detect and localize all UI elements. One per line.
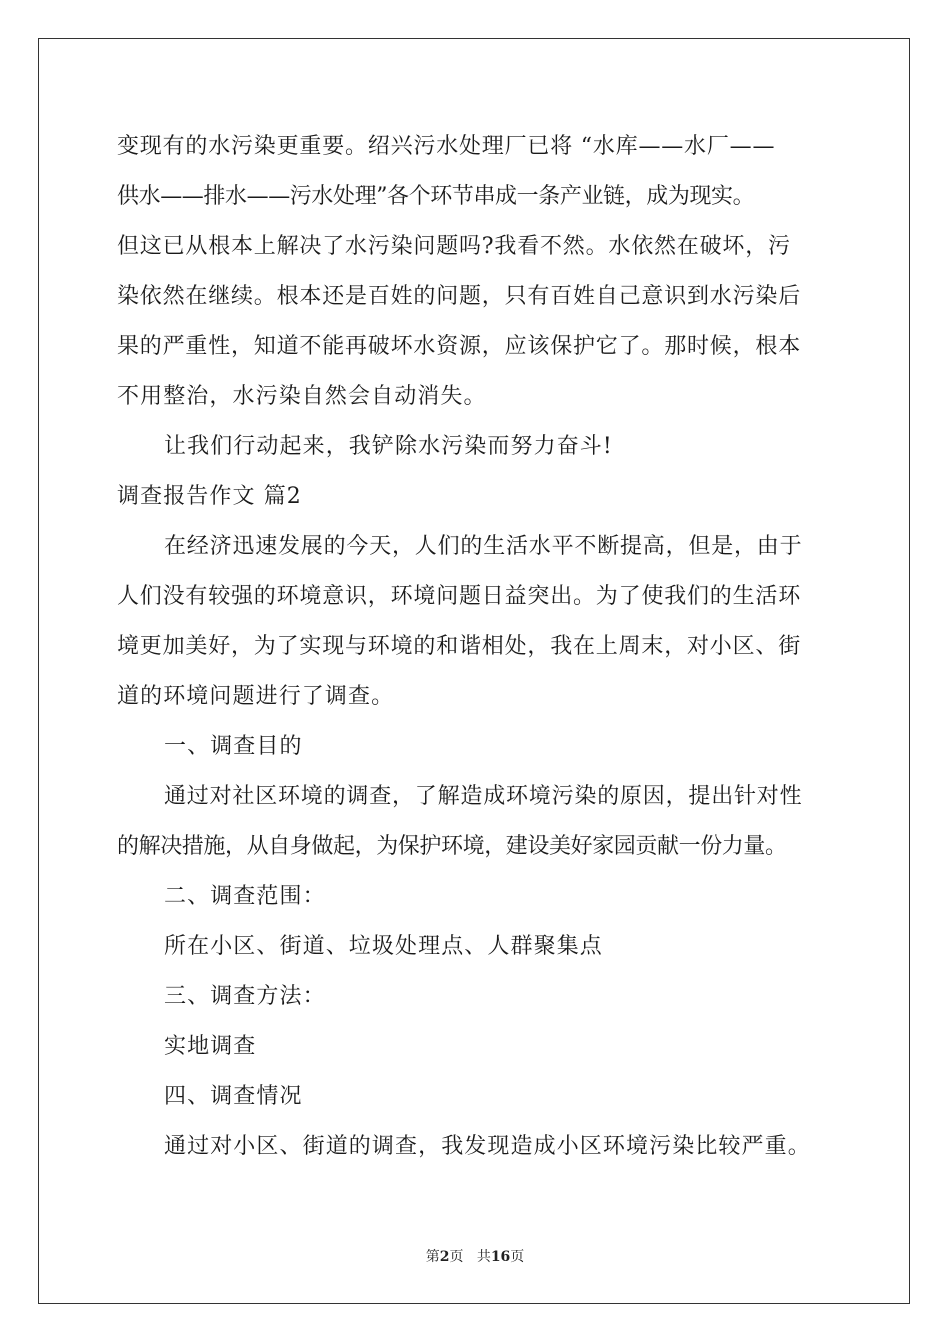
document-body — [117, 122, 837, 1172]
page-prefix: 第 — [425, 1249, 440, 1265]
text-line: 所在小区、街道、垃圾处理点、人群聚集点 — [164, 934, 603, 959]
text-line: 供水——排水——污水处理”各个环节串成一条产业链，成为现实。 — [117, 184, 755, 209]
text-line: 在经济迅速发展的今天，人们的生活水平不断提高，但是，由于 — [164, 534, 803, 559]
page-footer — [0, 1246, 950, 1266]
text-line: 不用整治，水污染自然会自动消失。 — [117, 384, 487, 409]
text-line: 的解决措施，从自身做起，为保护环境，建设美好家园贡献一份力量。 — [117, 834, 787, 859]
text-line: 通过对小区、街道的调查，我发现造成小区环境污染比较严重。 — [164, 1134, 811, 1159]
text-line: 道的环境问题进行了调查。 — [117, 684, 395, 709]
text-line: 境更加美好，为了实现与环境的和谐相处，我在上周末，对小区、街 — [117, 634, 802, 659]
total-pages: 16 — [490, 1249, 511, 1265]
subheading: 一、调查目的 — [164, 734, 303, 759]
subheading: 四、调查情况 — [164, 1084, 303, 1109]
subheading: 二、调查范围： — [164, 884, 326, 909]
text-line: 实地调查 — [164, 1034, 257, 1059]
text-line: 果的严重性，知道不能再破坏水资源，应该保护它了。那时候，根本 — [117, 334, 802, 359]
text-line: 人们没有较强的环境意识，环境问题日益突出。为了使我们的生活环 — [117, 584, 802, 609]
total-suffix: 页 — [510, 1249, 525, 1265]
text-line: 通过对社区环境的调查，了解造成环境污染的原因，提出针对性 — [164, 784, 803, 809]
total-prefix: 共 — [476, 1249, 491, 1265]
subheading: 三、调查方法： — [164, 984, 326, 1009]
text-line: 让我们行动起来，我铲除水污染而努力奋斗! — [164, 434, 613, 459]
text-line: 染依然在继续。根本还是百姓的问题，只有百姓自己意识到水污染后 — [117, 284, 802, 309]
text-line: 但这已从根本上解决了水污染问题吗?我看不然。水依然在破坏，污 — [117, 234, 791, 259]
page-number: 2 — [439, 1249, 450, 1265]
text-line: 变现有的水污染更重要。绍兴污水处理厂已将 “水库——水厂—— — [117, 134, 776, 159]
section-heading: 调查报告作文 篇2 — [117, 484, 302, 509]
page-suffix: 页 — [449, 1249, 464, 1265]
